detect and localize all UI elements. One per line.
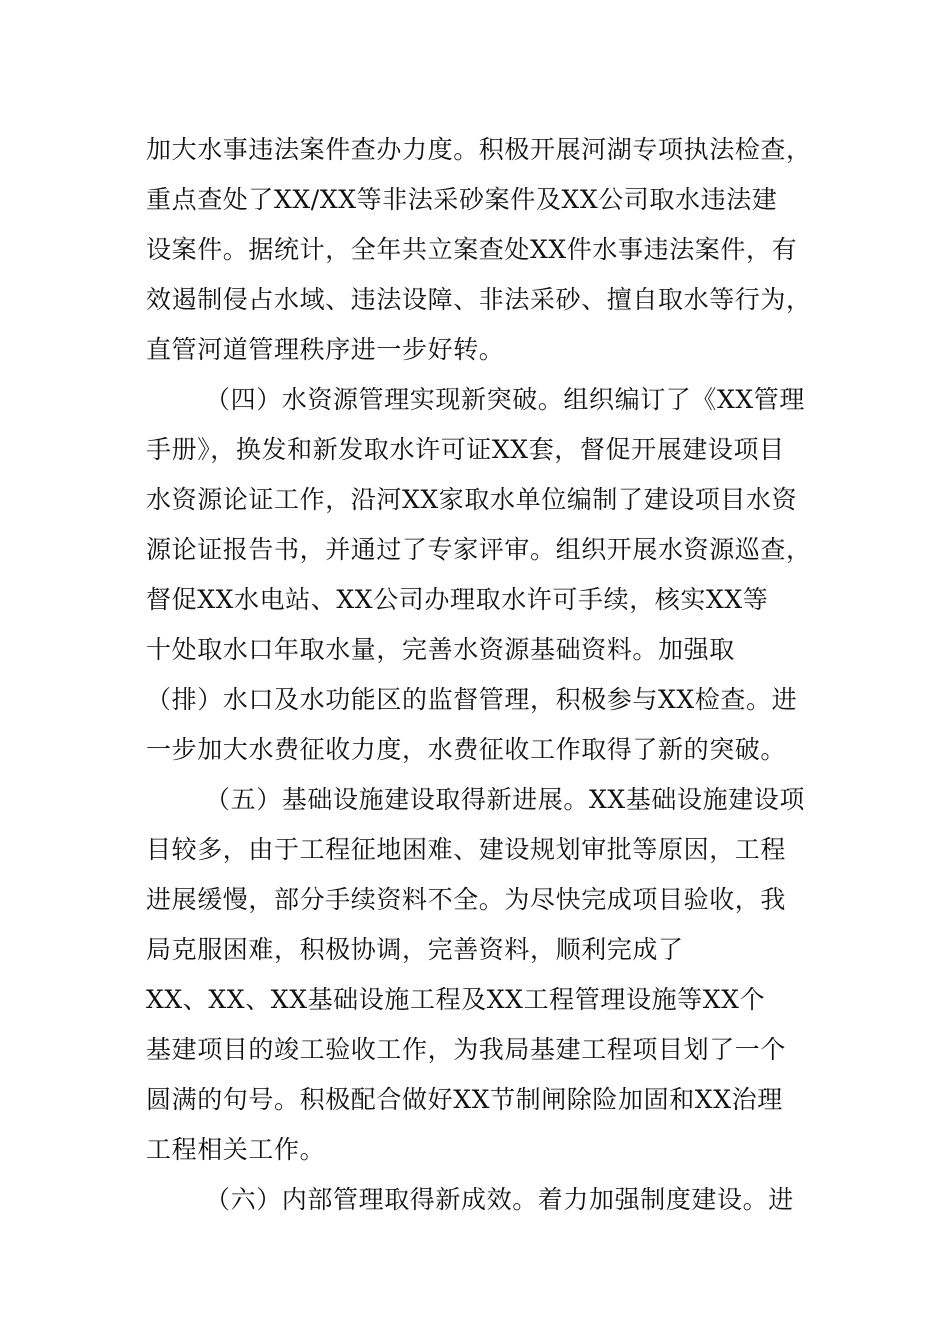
section-heading-5: （五）基础设施建设取得新进展。XX基础设施建设项 (205, 785, 805, 814)
text-line: 手册》，换发和新发取水许可证XX套，督促开展建设项目 (146, 435, 785, 464)
section-heading-6: （六）内部管理取得新成效。着力加强制度建设。进 (205, 1185, 794, 1214)
text-line: 一步加大水费征收力度，水费征收工作取得了新的突破。 (146, 735, 787, 764)
text-line: 工程相关工作。 (146, 1135, 326, 1164)
text-line: 加大水事违法案件查办力度。积极开展河湖专项执法检查， (146, 135, 812, 164)
text-line: 局克服困难，积极协调，完善资料，顺利完成了 (146, 935, 684, 964)
text-line: XX、XX、XX基础设施工程及XX工程管理设施等XX个 (146, 985, 766, 1014)
text-line: 十处取水口年取水量，完善水资源基础资料。加强取 (146, 635, 735, 664)
text-line: 直管河道管理秩序进一步好转。 (146, 335, 505, 364)
text-line: 水资源论证工作，沿河XX家取水单位编制了建设项目水资 (146, 485, 798, 514)
text-line: （排）水口及水功能区的监督管理，积极参与XX检查。进 (146, 685, 798, 714)
text-line: 重点查处了XX/XX等非法采砂案件及XX公司取水违法建 (146, 185, 778, 214)
section-heading-4: （四）水资源管理实现新突破。组织编订了《XX管理 (205, 385, 805, 414)
text-line: 设案件。据统计，全年共立案查处XX件水事违法案件，有 (146, 235, 798, 264)
text-line: 进展缓慢，部分手续资料不全。为尽快完成项目验收，我 (146, 885, 787, 914)
text-line: 目较多，由于工程征地困难、建设规划审批等原因，工程 (146, 835, 787, 864)
text-line: 基建项目的竣工验收工作，为我局基建工程项目划了一个 (146, 1035, 787, 1064)
text-line: 督促XX水电站、XX公司办理取水许可手续，核实XX等 (146, 585, 769, 614)
text-line: 效遏制侵占水域、违法设障、非法采砂、擅自取水等行为， (146, 285, 812, 314)
text-line: 圆满的句号。积极配合做好XX节制闸除险加固和XX治理 (146, 1085, 783, 1114)
text-line: 源论证报告书，并通过了专家评审。组织开展水资源巡查， (146, 535, 812, 564)
